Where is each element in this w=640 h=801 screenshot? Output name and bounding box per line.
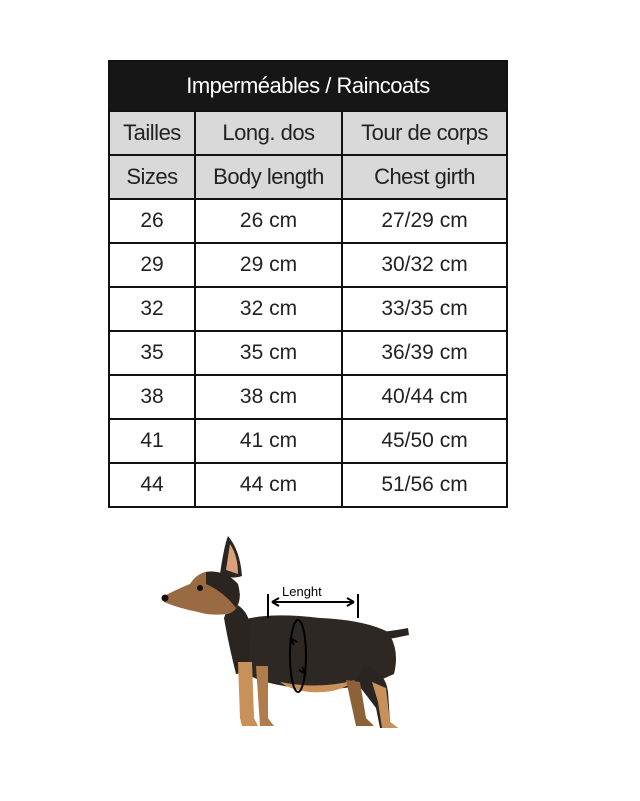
- chest-girth-cell: 51/56 cm: [342, 463, 507, 507]
- header-cell: Chest girth: [342, 155, 507, 199]
- body-length-cell: 41 cm: [195, 419, 342, 463]
- body-length-cell: 32 cm: [195, 287, 342, 331]
- size-cell: 26: [109, 199, 195, 243]
- header-cell: Tour de corps: [342, 111, 507, 155]
- body-length-cell: 35 cm: [195, 331, 342, 375]
- body-length-cell: 38 cm: [195, 375, 342, 419]
- chest-girth-cell: 45/50 cm: [342, 419, 507, 463]
- table-row: [109, 419, 507, 463]
- chest-girth-cell: 30/32 cm: [342, 243, 507, 287]
- table-row: [109, 375, 507, 419]
- header-row-english: [109, 155, 507, 199]
- size-cell: 32: [109, 287, 195, 331]
- size-cell: 29: [109, 243, 195, 287]
- body-length-cell: 29 cm: [195, 243, 342, 287]
- header-cell: Long. dos: [195, 111, 342, 155]
- dog-nose: [162, 595, 169, 602]
- body-length-cell: 44 cm: [195, 463, 342, 507]
- size-cell: 35: [109, 331, 195, 375]
- header-row-french: [109, 111, 507, 155]
- table-title: Imperméables / Raincoats: [109, 61, 507, 111]
- body-length-cell: 26 cm: [195, 199, 342, 243]
- table-row: [109, 463, 507, 507]
- header-cell: Sizes: [109, 155, 195, 199]
- table-row: [109, 199, 507, 243]
- dog-measurement-illustration: [150, 532, 420, 732]
- chest-girth-cell: 33/35 cm: [342, 287, 507, 331]
- size-cell: 44: [109, 463, 195, 507]
- table-row: [109, 331, 507, 375]
- dog-eye: [197, 585, 203, 591]
- table-row: [109, 287, 507, 331]
- header-cell: Tailles: [109, 111, 195, 155]
- size-chart-table: [108, 60, 508, 508]
- length-label: Lenght: [282, 584, 322, 599]
- size-cell: 38: [109, 375, 195, 419]
- header-cell: Body length: [195, 155, 342, 199]
- chest-girth-cell: 36/39 cm: [342, 331, 507, 375]
- chest-girth-cell: 40/44 cm: [342, 375, 507, 419]
- size-cell: 41: [109, 419, 195, 463]
- table-row: [109, 243, 507, 287]
- chest-girth-cell: 27/29 cm: [342, 199, 507, 243]
